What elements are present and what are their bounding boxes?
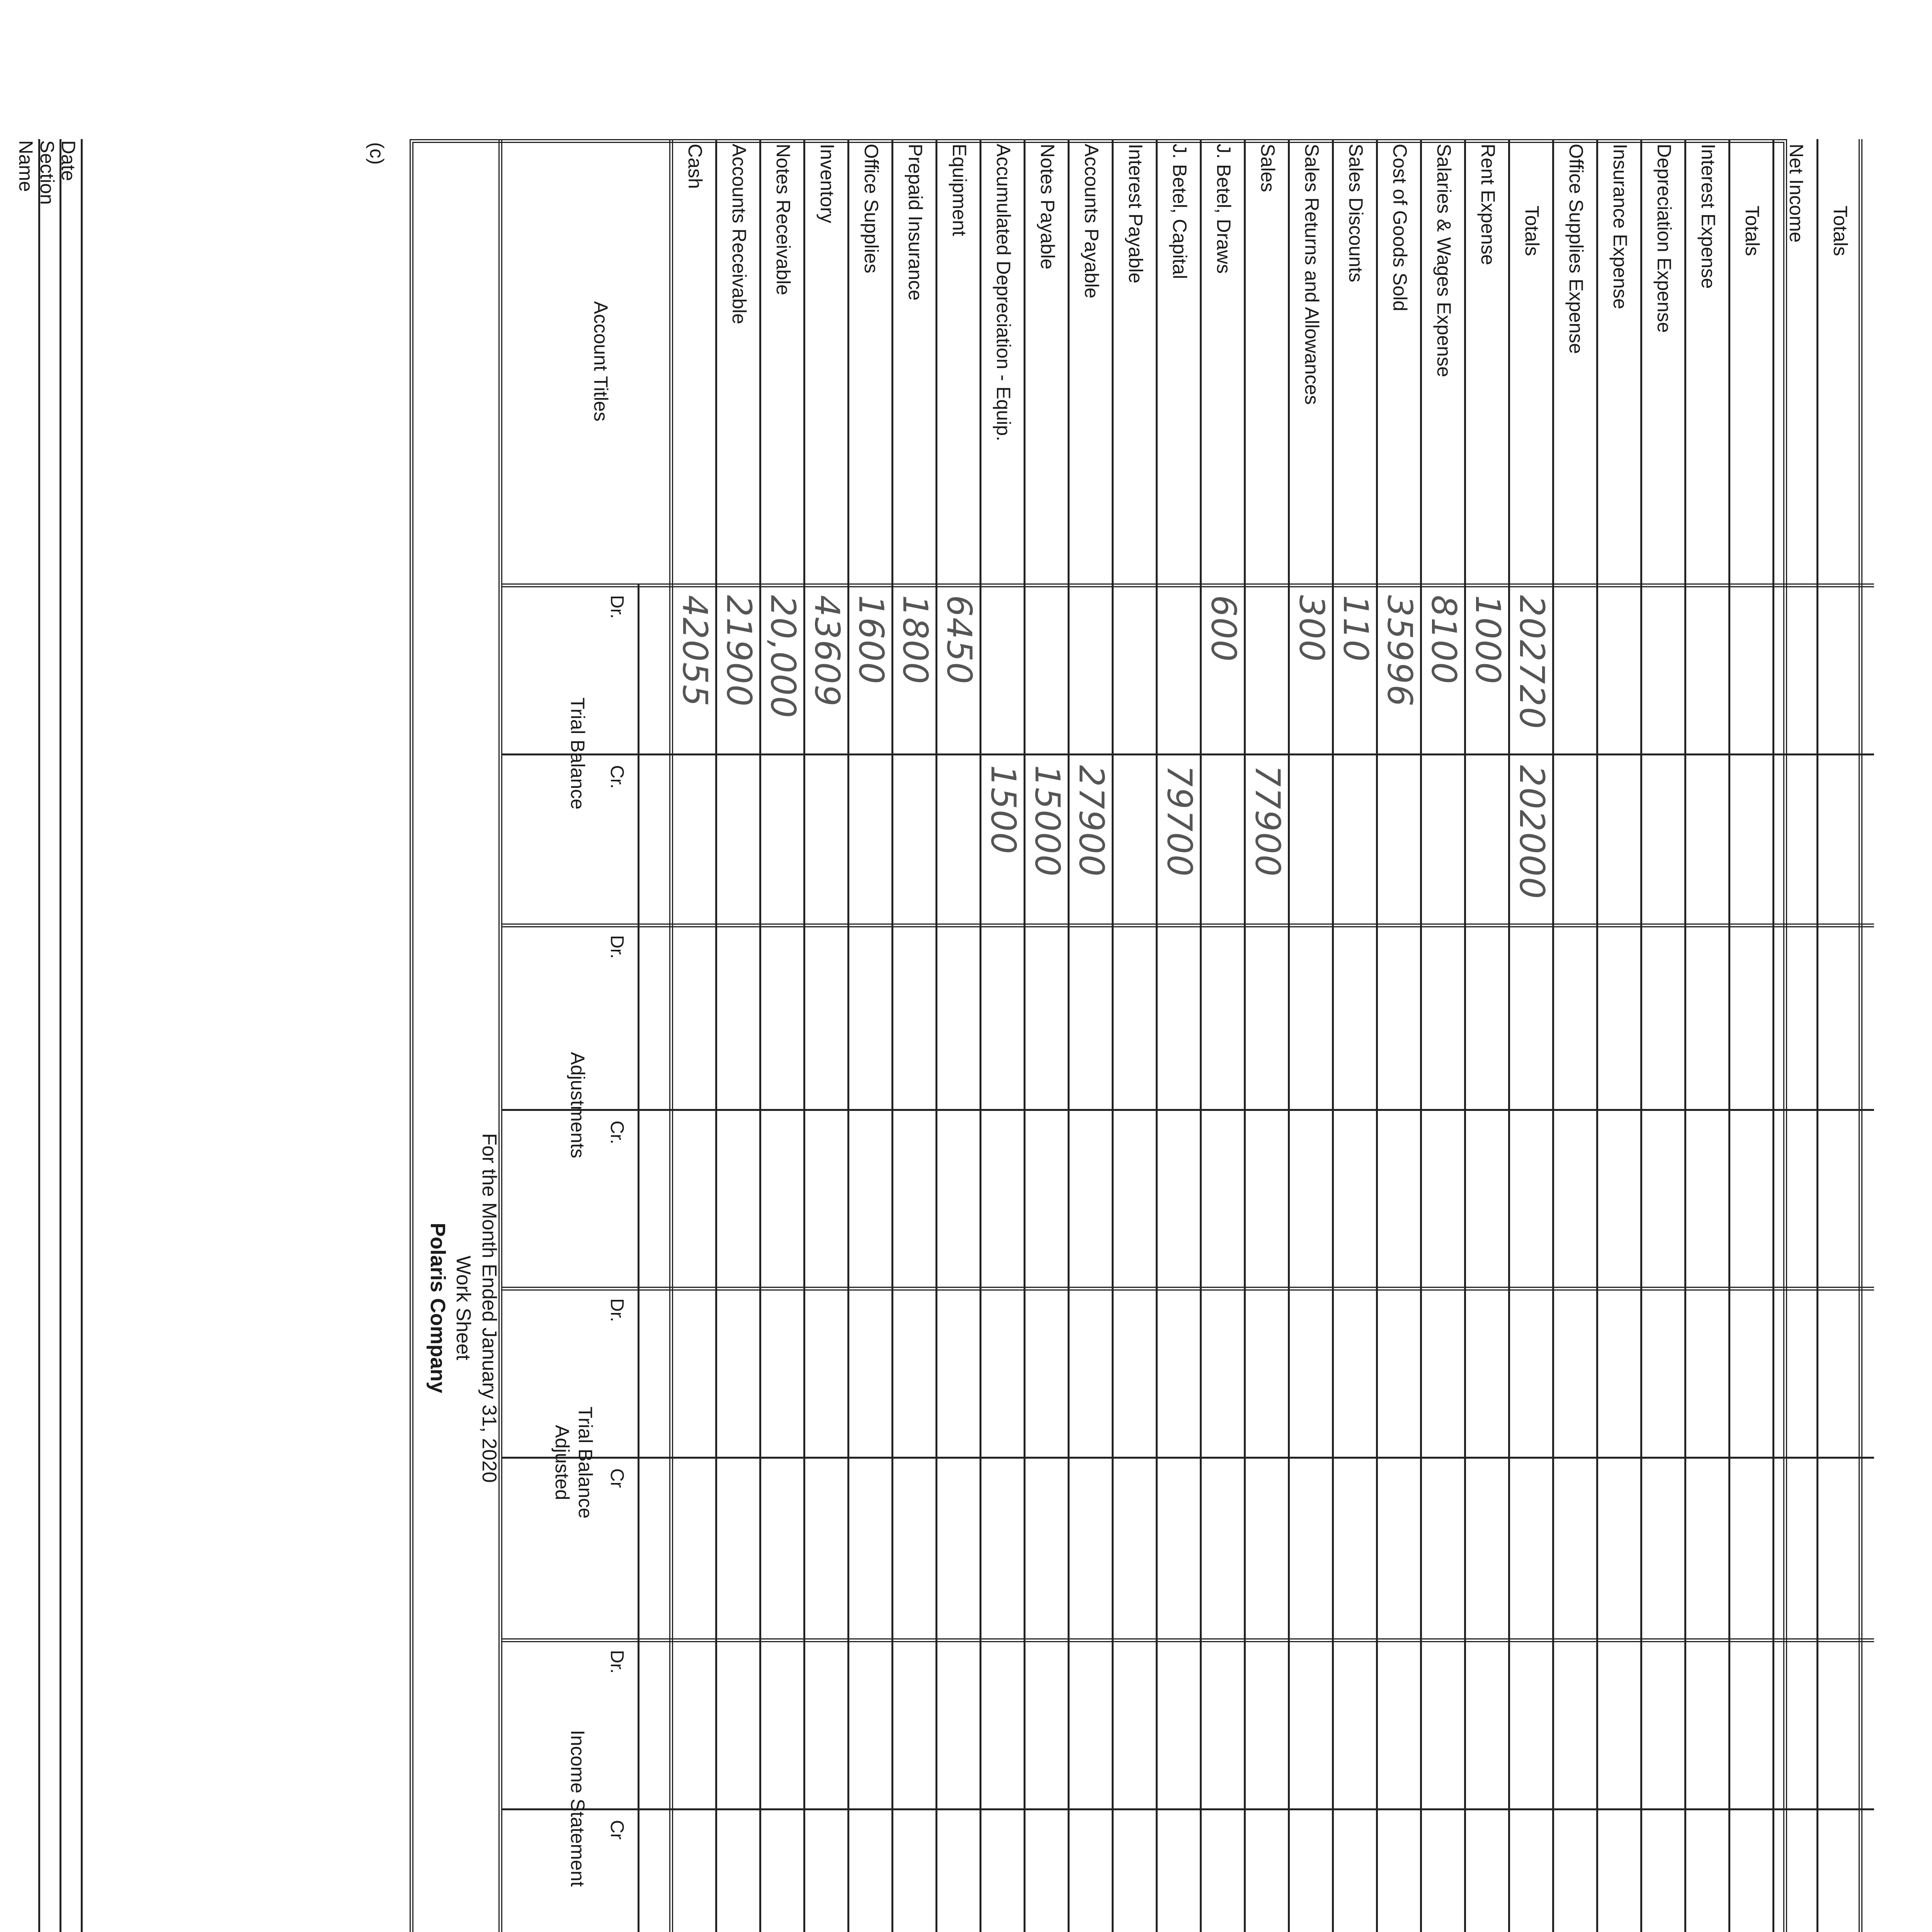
part-label: (c) — [366, 142, 388, 165]
account-row-16: Sales Discounts — [1345, 144, 1367, 282]
row-rule — [1859, 139, 1862, 1932]
trial-balance-dr: 35996 — [1380, 595, 1420, 707]
trial-balance-dr: 21900 — [719, 595, 759, 707]
trial-balance-dr: 6450 — [939, 595, 979, 685]
row-rule — [1156, 139, 1158, 1932]
account-row-21: Office Supplies Expense — [1565, 144, 1587, 354]
column-rule — [502, 1109, 1874, 1111]
account-row-3: Notes Receivable — [772, 144, 794, 295]
row-rule — [935, 139, 937, 1932]
column-rule — [502, 923, 1874, 927]
trial-balance-dr: 1800 — [895, 595, 935, 685]
trial-balance-dr: 8100 — [1424, 595, 1464, 685]
header-rule — [60, 139, 61, 1932]
column-rule — [502, 1287, 1874, 1291]
trial-balance-cr: 1500 — [983, 765, 1023, 855]
account-row-20: Totals — [1521, 206, 1543, 256]
cr-header: Cr. — [607, 765, 627, 789]
row-rule — [1464, 139, 1466, 1932]
account-row-12: J. Betel, Capital — [1169, 144, 1190, 279]
cr-header: Cr. — [607, 1121, 627, 1145]
trial-balance-cr: 202000 — [1512, 765, 1552, 900]
account-row-19: Rent Expense — [1477, 144, 1499, 265]
group-header: Trial Balance — [567, 697, 588, 810]
account-row-25: Totals — [1742, 206, 1763, 256]
row-rule — [1816, 139, 1818, 1932]
row-rule — [847, 139, 849, 1932]
account-row-23: Depreciation Expense — [1653, 144, 1675, 333]
row-rule — [891, 139, 893, 1932]
dr-header: Dr. — [607, 595, 627, 619]
account-row-9: Notes Payable — [1037, 144, 1058, 270]
row-rule — [803, 139, 805, 1932]
account-row-7: Equipment — [949, 144, 970, 236]
trial-balance-cr: 77900 — [1248, 765, 1287, 877]
account-row-5: Office Supplies — [861, 144, 882, 274]
worksheet-title: Work Sheet — [452, 1255, 474, 1361]
column-rule — [502, 1808, 1874, 1810]
trial-balance-cr: 79700 — [1160, 765, 1199, 877]
account-row-1: Cash — [684, 144, 706, 189]
row-rule — [1024, 139, 1026, 1932]
trial-balance-cr: 15000 — [1027, 765, 1067, 877]
account-row-24: Interest Expense — [1697, 144, 1719, 289]
row-rule — [1420, 139, 1422, 1932]
dr-header: Dr. — [607, 935, 627, 959]
row-rule — [1772, 139, 1774, 1932]
dr-header: Dr. — [607, 1298, 627, 1322]
row-rule — [1068, 139, 1070, 1932]
account-row-6: Prepaid Insurance — [905, 144, 926, 301]
group-header: Income Statement — [567, 1730, 588, 1887]
column-rule — [502, 1457, 1874, 1459]
row-rule — [1200, 139, 1202, 1932]
account-row-13: J. Betel, Draws — [1213, 144, 1235, 274]
row-rule — [715, 139, 717, 1932]
row-rule — [1112, 139, 1114, 1932]
trial-balance-cr: 27900 — [1071, 765, 1111, 877]
trial-balance-dr: 20,000 — [763, 595, 803, 719]
row-rule — [1684, 139, 1686, 1932]
account-row-2: Accounts Receivable — [728, 144, 750, 324]
row-rule — [1596, 139, 1598, 1932]
row-rule — [1244, 139, 1246, 1932]
header-rule — [38, 139, 40, 1932]
cr-header: Cr — [607, 1820, 627, 1840]
group-header: Trial Balance — [575, 1406, 596, 1519]
column-rule — [502, 583, 1874, 587]
account-row-17: Cost of Goods Sold — [1389, 144, 1411, 311]
row-rule — [1508, 139, 1510, 1932]
account-row-15: Sales Returns and Allowances — [1301, 144, 1323, 405]
account-row-22: Insurance Expense — [1609, 144, 1631, 310]
header-rule — [81, 139, 83, 1932]
header-label-name: Name — [15, 140, 37, 192]
dr-header: Dr. — [607, 1650, 627, 1674]
trial-balance-dr: 110 — [1336, 595, 1376, 662]
trial-balance-dr: 42055 — [675, 595, 715, 707]
column-rule — [502, 1638, 1874, 1642]
trial-balance-dr: 1600 — [851, 595, 891, 685]
title-rule — [498, 139, 502, 1932]
cr-header: Cr — [607, 1468, 627, 1488]
trial-balance-dr: 1000 — [1468, 595, 1508, 685]
group-header: Adjustments — [567, 1052, 588, 1158]
header-label-date: Date — [58, 140, 79, 181]
row-rule — [759, 139, 761, 1932]
trial-balance-dr: 43609 — [807, 595, 847, 707]
row-rule — [1288, 139, 1290, 1932]
account-row-11: Interest Payable — [1125, 144, 1146, 284]
worksheet-period: For the Month Ended January 31, 2020 — [478, 1133, 500, 1483]
trial-balance-dr: 300 — [1292, 595, 1332, 662]
account-titles-header: Account Titles — [590, 301, 612, 422]
row-rule — [1640, 139, 1642, 1932]
group-header: Adjusted — [551, 1425, 573, 1500]
account-row-4: Inventory — [816, 144, 838, 223]
row-rule — [1728, 139, 1730, 1932]
column-rule — [502, 753, 1874, 755]
account-row-8: Accumulated Depreciation - Equip. — [993, 144, 1014, 441]
account-row-18: Salaries & Wages Expense — [1433, 144, 1455, 378]
trial-balance-dr: 202720 — [1512, 595, 1552, 730]
account-row-10: Accounts Payable — [1081, 144, 1102, 299]
account-row-26: Net Income — [1786, 144, 1807, 243]
dr-cr-rule — [638, 583, 639, 1932]
trial-balance-dr: 600 — [1204, 595, 1243, 662]
row-rule — [1332, 139, 1334, 1932]
header-label-section: Section — [36, 140, 58, 205]
account-row-14: Sales — [1257, 144, 1279, 192]
company-name: Polaris Company — [426, 1223, 449, 1393]
row-rule — [1376, 139, 1378, 1932]
row-rule — [1552, 139, 1554, 1932]
row-rule — [980, 139, 981, 1932]
header-bottom-rule — [669, 139, 673, 1932]
account-row-27: Totals — [1830, 206, 1851, 256]
